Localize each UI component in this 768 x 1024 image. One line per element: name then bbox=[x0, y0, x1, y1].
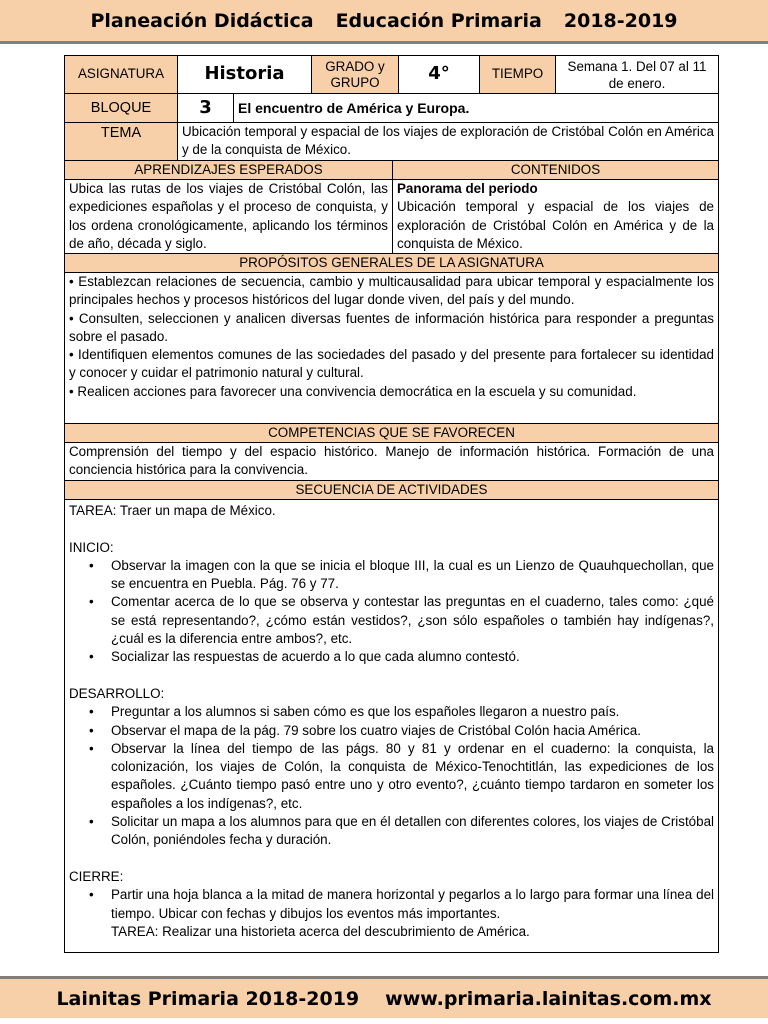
propositos-header: PROPÓSITOS GENERALES DE LA ASIGNATURA bbox=[65, 254, 718, 273]
aprendizajes-text: Ubica las rutas de los viajes de Cristóbal Colón, las expediciones españolas y el proceso de conquista, y los ordena cronológicamente, aplicando los términos de año, década y siglo. bbox=[65, 180, 393, 253]
footer-title: Lainitas Primaria 2018-2019 bbox=[56, 987, 360, 1010]
contenidos-text: Ubicación temporal y espacial de los viajes de exploración de Cristóbal Colón en América y de la conquista de México. bbox=[397, 199, 714, 251]
tema-row bbox=[65, 123, 718, 161]
inicio-item: • Comentar acerca de lo que se observa y contestar las preguntas en el cuaderno, tales como: ¿qué se está representando?, ¿cómo están vestidos?, ¿son sólo españoles o también hay indígenas?, ¿cuál es la diferencia entre ambos?, etc. bbox=[65, 593, 718, 648]
desarrollo-item: • Observar el mapa de la pág. 79 sobre los cuatro viajes de Cristóbal Colón hacia América. bbox=[65, 722, 718, 740]
secuencia-body bbox=[65, 500, 718, 952]
tiempo-label: TIEMPO bbox=[480, 56, 556, 93]
header-title: Planeación Didáctica bbox=[90, 9, 314, 32]
aprend-contenidos-header-row bbox=[65, 161, 718, 180]
asignatura-label: ASIGNATURA bbox=[65, 56, 178, 93]
proposito-item: • Establezcan relaciones de secuencia, cambio y multicausalidad para ubicar temporal y espacialmente los principales hechos y procesos históricos del lugar donde viven, del país y del mundo. bbox=[69, 274, 714, 308]
cierre-list bbox=[65, 886, 718, 941]
footer-website: www.primaria.lainitas.com.mx bbox=[385, 987, 712, 1010]
inicio-label: INICIO: bbox=[69, 539, 114, 555]
tema-value: Ubicación temporal y espacial de los viajes de exploración de Cristóbal Colón en América y de la conquista de México. bbox=[182, 124, 714, 158]
lesson-plan-table bbox=[64, 55, 719, 953]
cierre-label: CIERRE: bbox=[69, 868, 124, 884]
proposito-item: • Realicen acciones para favorecer una convivencia democrática en la escuela y su comunidad. bbox=[69, 383, 637, 399]
desarrollo-item: • Preguntar a los alumnos si saben cómo es que los españoles llegaron a nuestro país. bbox=[65, 703, 718, 721]
competencias-text: Comprensión del tiempo y del espacio histórico. Manejo de información histórica. Formación de una conciencia histórica para la convivencia. bbox=[65, 443, 718, 481]
header-year: 2018-2019 bbox=[563, 9, 678, 32]
inicio-item: • Observar la imagen con la que se inicia el bloque III, la cual es un Lienzo de Quauhquechollan, que se encuentra en Puebla. Pág. 76 y 77. bbox=[65, 557, 718, 594]
cierre-tarea: TAREA: Realizar una historieta acerca del descubrimiento de América. bbox=[111, 923, 530, 939]
bloque-row bbox=[65, 94, 718, 123]
secuencia-tarea: TAREA: Traer un mapa de México. bbox=[69, 503, 276, 518]
bloque-title: El encuentro de América y Europa. bbox=[238, 99, 470, 116]
tiempo-value: Semana 1. Del 07 al 11 de enero. bbox=[567, 58, 707, 91]
page-footer bbox=[0, 976, 768, 1018]
desarrollo-list bbox=[65, 703, 718, 849]
competencias-header: COMPETENCIAS QUE SE FAVORECEN bbox=[65, 424, 718, 443]
aprend-contenidos-row bbox=[65, 180, 718, 254]
grado-value: 4° bbox=[399, 56, 480, 93]
propositos-list bbox=[65, 273, 718, 424]
header-level: Educación Primaria bbox=[335, 9, 542, 32]
desarrollo-item: • Solicitar un mapa a los alumnos para que en él detallen con diferentes colores, los viajes de Cristóbal Colón, poniéndoles fecha y duración. bbox=[65, 813, 718, 850]
cierre-item bbox=[65, 886, 718, 941]
secuencia-header: SECUENCIA DE ACTIVIDADES bbox=[65, 481, 718, 500]
proposito-item: • Identifiquen elementos comunes de las sociedades del pasado y del presente para fortalecer su identidad y conocer y cuidar el patrimonio natural y cultural. bbox=[69, 347, 714, 381]
contenidos-title: Panorama del periodo bbox=[397, 181, 538, 196]
page-header bbox=[0, 0, 768, 44]
contenidos-header: CONTENIDOS bbox=[510, 161, 601, 177]
inicio-list bbox=[65, 557, 718, 667]
contenidos-cell bbox=[393, 180, 718, 253]
bloque-number: 3 bbox=[178, 94, 234, 122]
bloque-label: BLOQUE bbox=[65, 94, 178, 122]
cierre-item-text: Partir una hoja blanca a la mitad de manera horizontal y pegarlos a lo largo para formar una línea del tiempo. Ubicar con fechas y dibujos los eventos más importantes. bbox=[111, 887, 714, 921]
grado-label: GRADO y GRUPO bbox=[312, 56, 399, 93]
inicio-item: • Socializar las respuestas de acuerdo a lo que cada alumno contestó. bbox=[65, 648, 718, 666]
desarrollo-item: • Observar la línea del tiempo de las págs. 80 y 81 y ordenar en el cuaderno: la conquista, la colonización, los viajes de Colón, la conquista de México-Tenochtitlán, las expediciones de los españoles. ¿Cuánto tiempo pasó entre uno y otro evento?, ¿cuánto tiempo tardaron en someter los españoles a los indígenas?, etc. bbox=[65, 740, 718, 813]
proposito-item: • Consulten, seleccionen y analicen diversas fuentes de información histórica para responder a preguntas sobre el pasado. bbox=[69, 310, 714, 344]
info-row bbox=[65, 56, 718, 94]
tema-label: TEMA bbox=[65, 123, 178, 160]
desarrollo-label: DESARROLLO: bbox=[69, 685, 165, 701]
aprendizajes-header: APRENDIZAJES ESPERADOS bbox=[65, 161, 393, 179]
asignatura-value: Historia bbox=[178, 56, 312, 93]
